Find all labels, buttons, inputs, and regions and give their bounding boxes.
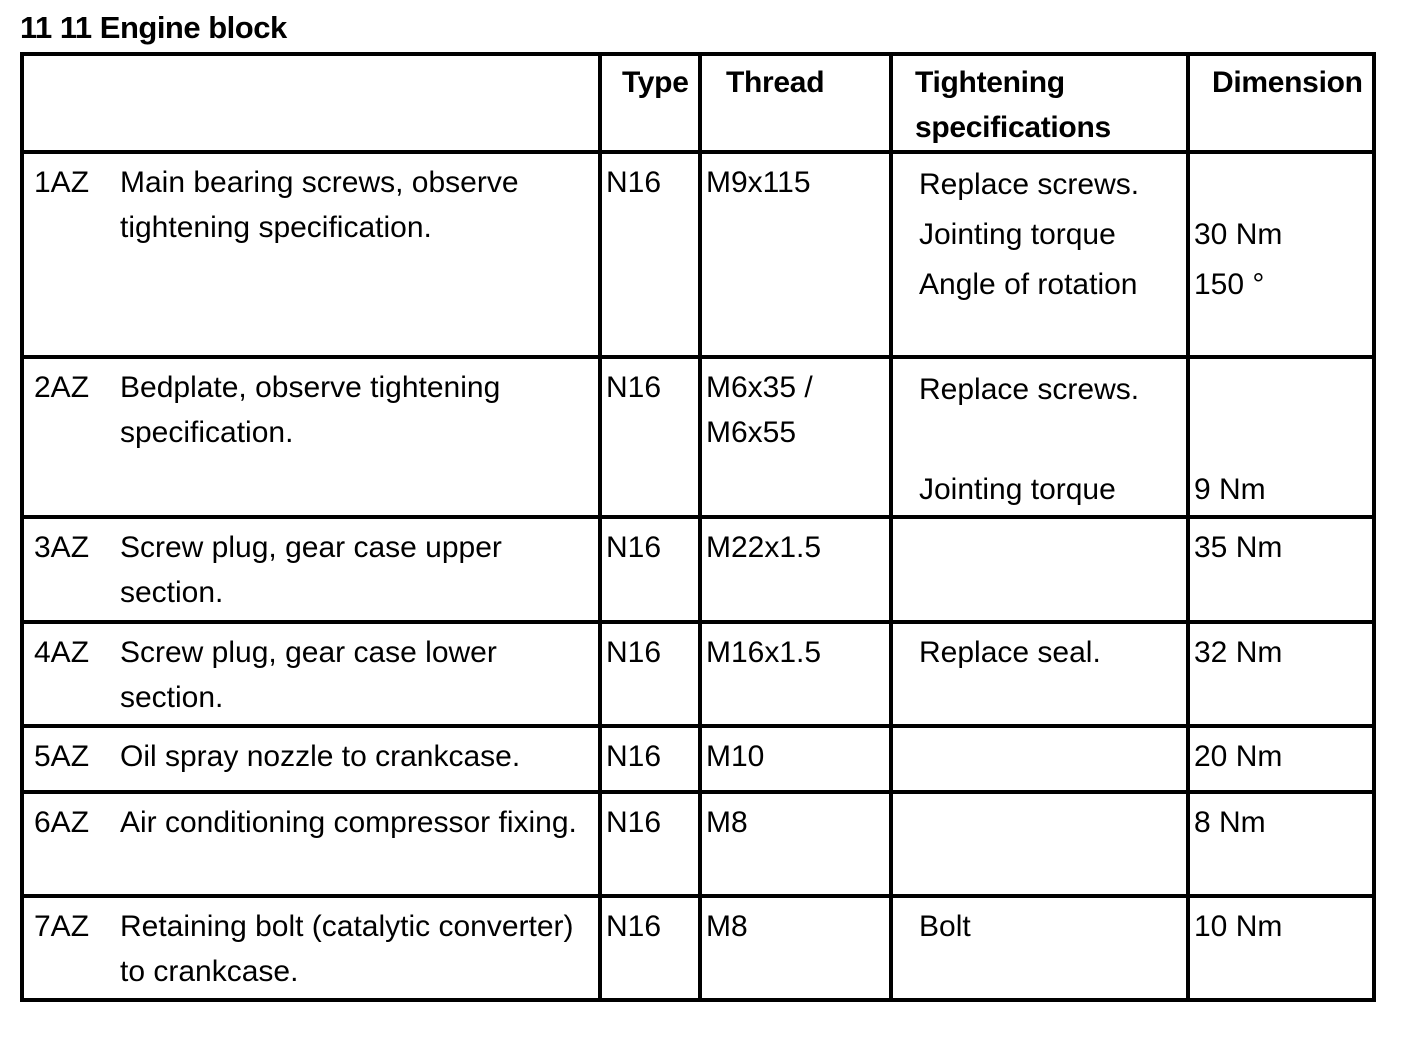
header-row — [22, 54, 1374, 152]
dimension-cell: 20 Nm — [1188, 726, 1374, 792]
dimension-cell — [1188, 357, 1374, 517]
spec-line: Angle of rotation — [919, 268, 1138, 301]
table-row — [22, 726, 1374, 792]
table-row — [22, 517, 1374, 622]
type-cell: N16 — [600, 896, 700, 1000]
thread-cell: M9x115 — [700, 152, 891, 357]
item-id: 7AZ — [34, 910, 90, 943]
item-id: 4AZ — [34, 636, 90, 669]
type-cell: N16 — [600, 792, 700, 896]
spec-line: Replace screws. — [919, 168, 1140, 201]
dimension-cell: 35 Nm — [1188, 517, 1374, 622]
item-cell — [22, 726, 600, 792]
item-id: 1AZ — [34, 166, 90, 199]
tightening-cell — [891, 152, 1188, 357]
page-title: 11 11 Engine block — [20, 10, 287, 45]
header-tightening-specifications: Tightening specifications — [891, 54, 1188, 152]
table-row — [22, 622, 1374, 726]
item-id: 3AZ — [34, 531, 90, 564]
dimension-cell: 32 Nm — [1188, 622, 1374, 726]
table-row — [22, 792, 1374, 896]
item-description: Retaining bolt (catalytic converter) to crankcase. — [120, 910, 574, 988]
tightening-spec-table — [20, 52, 1376, 1002]
item-description: Screw plug, gear case lower section. — [120, 636, 497, 714]
spec-line: Replace screws. — [919, 373, 1140, 406]
type-cell: N16 — [600, 357, 700, 517]
item-cell — [22, 896, 600, 1000]
dimension-cell: 8 Nm — [1188, 792, 1374, 896]
item-id: 5AZ — [34, 740, 90, 773]
spec-line: Jointing torque — [919, 473, 1116, 506]
thread-cell: M8 — [700, 896, 891, 1000]
item-description: Main bearing screws, observe tightening specification. — [120, 166, 519, 244]
table-row — [22, 152, 1374, 357]
dimension-value: 9 Nm — [1194, 473, 1266, 506]
spec-line: Jointing torque — [919, 218, 1116, 251]
dimension-cell: 10 Nm — [1188, 896, 1374, 1000]
header-item — [22, 54, 600, 152]
header-thread: Thread — [700, 54, 891, 152]
type-cell: N16 — [600, 726, 700, 792]
thread-cell: M8 — [700, 792, 891, 896]
tightening-cell: Replace seal. — [891, 622, 1188, 726]
thread-cell: M6x35 / M6x55 — [700, 357, 891, 517]
item-id: 6AZ — [34, 806, 90, 839]
tightening-cell: Bolt — [891, 896, 1188, 1000]
thread-cell: M22x1.5 — [700, 517, 891, 622]
item-cell — [22, 622, 600, 726]
type-cell: N16 — [600, 622, 700, 726]
item-description: Screw plug, gear case upper section. — [120, 531, 502, 609]
tightening-cell — [891, 517, 1188, 622]
dimension-value: 30 Nm — [1194, 218, 1283, 251]
item-cell — [22, 152, 600, 357]
type-cell: N16 — [600, 517, 700, 622]
item-description: Oil spray nozzle to crankcase. — [120, 740, 521, 773]
item-cell — [22, 357, 600, 517]
header-type: Type — [600, 54, 700, 152]
tightening-cell — [891, 792, 1188, 896]
item-cell — [22, 517, 600, 622]
tightening-cell — [891, 726, 1188, 792]
item-id: 2AZ — [34, 371, 90, 404]
item-description: Bedplate, observe tightening specification. — [120, 371, 501, 449]
dimension-cell — [1188, 152, 1374, 357]
table-row — [22, 357, 1374, 517]
thread-cell: M16x1.5 — [700, 622, 891, 726]
dimension-value: 150 ° — [1194, 268, 1265, 301]
item-description: Air conditioning compressor fixing. — [120, 806, 577, 839]
header-dimension: Dimension — [1188, 54, 1374, 152]
item-cell — [22, 792, 600, 896]
table-row — [22, 896, 1374, 1000]
type-cell: N16 — [600, 152, 700, 357]
thread-cell: M10 — [700, 726, 891, 792]
tightening-cell — [891, 357, 1188, 517]
